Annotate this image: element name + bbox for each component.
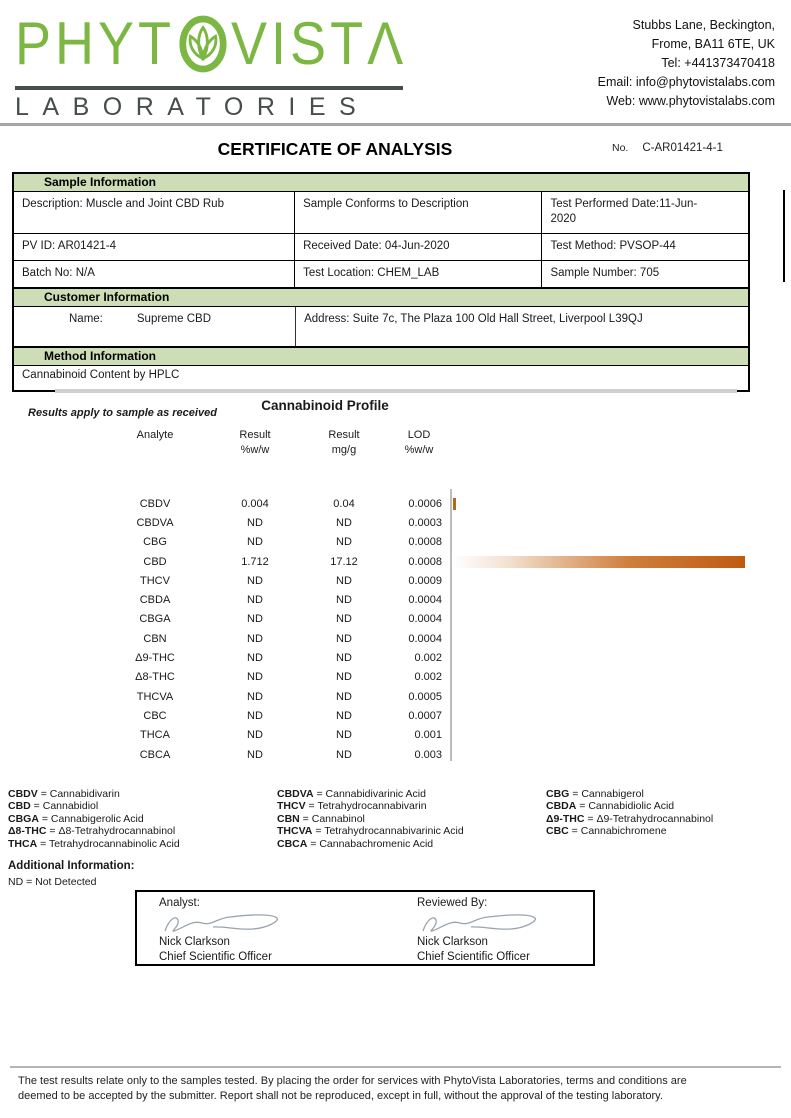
result-ww-cell: ND [247,748,263,761]
customer-name-value: Supreme CBD [136,313,212,325]
certificate-title: CERTIFICATE OF ANALYSIS [217,139,453,159]
contact-address-line1: Stubbs Lane, Beckington, [632,18,775,32]
legend-column-1 [8,788,277,850]
contact-web: Web: www.phytovistalabs.com [606,94,775,108]
legend-item: CBDV = Cannabidivarin [8,788,120,800]
customer-row [14,307,748,347]
disclaimer-line2: deemed to be accepted by the submitter. Report shall not be reproduced, except in full, without the approval of the testing laboratory. [18,1090,663,1102]
cannabinoid-profile-section [0,398,791,764]
method-name: Cannabinoid Content by HPLC [22,369,180,381]
disclaimer-line1: The test results relate only to the samples tested. By placing the order for services with PhytoVista Laboratories, terms and conditions are [18,1075,687,1087]
table-row [100,687,745,706]
reviewer-signature-block [417,897,593,964]
table-row [100,513,745,532]
reviewer-title: Chief Scientific Officer [417,951,530,963]
lod-cell: 0.0008 [408,555,442,568]
customer-address-cell: Address: Suite 7c, The Plaza 100 Old Hall Street, Liverpool L39QJ [295,307,748,347]
analyte-cell: CBC [143,709,167,722]
lab-contact-info [598,16,775,111]
title-row [0,139,791,165]
logo-divider-line [15,86,403,90]
legend-item: CBDVA = Cannabidivarinic Acid [277,788,426,800]
analyte-cell: CBDA [139,594,171,607]
cbdv-bar [453,498,456,510]
contact-tel: Tel: +441373470418 [661,56,775,70]
result-mgg-cell: ND [336,729,352,742]
legend-item: Δ9-THC = Δ9-Tetrahydrocannabinol [546,812,714,825]
sample-number-cell: Sample Number: 705 [550,267,660,279]
analyte-cell: THCVA [136,690,174,703]
reviewer-name: Nick Clarkson [417,936,488,948]
table-row [100,571,745,590]
analyte-cell: THCV [140,574,170,587]
legend-item: Δ8-THC = Δ8-Tetrahydrocannabinol [8,825,176,838]
received-date-cell: Received Date: 04-Jun-2020 [295,234,542,261]
nd-definition: ND = Not Detected [8,876,97,888]
logo-laboratories-text: LABORATORIES [15,93,370,121]
lod-cell: 0.0004 [408,632,442,645]
result-ww-column-header: Result %w/w [239,429,271,456]
lod-cell: 0.0008 [408,536,442,549]
legend-item: CBD = Cannabidiol [8,800,99,813]
result-mgg-cell: ND [336,574,352,587]
analyte-cell: CBD [143,555,167,568]
legend-item: CBCA = Cannabachromenic Acid [277,837,434,850]
logo-text-lambda: Λ [367,10,408,78]
phytovista-logo [15,8,415,122]
result-ww-cell: ND [247,671,263,684]
lod-cell: 0.001 [414,729,442,742]
result-mgg-cell: ND [336,632,352,645]
lod-cell: 0.0004 [408,613,442,626]
profile-rows [100,494,745,764]
result-ww-cell: ND [247,574,263,587]
test-method-cell: Test Method: PVSOP-44 [542,234,748,261]
table-row [100,552,745,571]
customer-information-section [12,287,750,349]
analyte-cell: CBDV [139,497,171,510]
result-mgg-cell: 0.04 [333,497,355,510]
lod-cell: 0.0005 [408,690,442,703]
batch-no-cell: Batch No: N/A [14,261,295,289]
result-ww-cell: ND [247,632,263,645]
result-mgg-cell: ND [336,709,352,722]
test-performed-date-cell: Test Performed Date:11-Jun-2020 [542,192,748,234]
sample-description-cell: Description: Muscle and Joint CBD Rub [14,192,295,234]
lod-cell: 0.003 [414,748,442,761]
method-information-header: Method Information [14,348,748,366]
analyst-title: Chief Scientific Officer [159,951,272,963]
result-ww-cell: ND [247,652,263,665]
result-mgg-cell: ND [336,652,352,665]
test-location-cell: Test Location: CHEM_LAB [295,261,542,289]
reviewed-by-label: Reviewed By: [417,897,488,909]
sample-information-header: Sample Information [14,174,748,192]
section-divider [55,389,737,393]
analyte-cell: CBGA [139,613,171,626]
footer-divider [10,1066,781,1068]
header-divider [0,123,791,126]
analyst-name: Nick Clarkson [159,936,230,948]
bar-chart-axis [450,489,452,761]
result-mgg-cell: ND [336,536,352,549]
analyst-signature-icon [159,910,294,936]
legend-item: CBN = Cannabinol [277,812,365,825]
result-ww-cell: ND [247,709,263,722]
legend-column-3 [546,788,786,850]
pv-id-cell: PV ID: AR01421-4 [14,234,295,261]
legend-item: CBC = Cannabichromene [546,825,667,838]
certificate-number-group [612,142,723,154]
result-ww-cell: ND [247,594,263,607]
analyte-cell: CBN [143,632,167,645]
result-mgg-cell: ND [336,594,352,607]
cbd-bar [453,556,745,568]
abbreviation-legend [8,788,786,850]
analyte-cell: THCA [140,729,170,742]
method-information-section [12,346,750,392]
lod-cell: 0.0003 [408,516,442,529]
result-ww-cell: ND [247,516,263,529]
legend-item: THCA = Tetrahydrocannabinolic Acid [8,837,180,850]
result-mgg-column-header: Result mg/g [328,429,360,456]
table-row [100,706,745,725]
additional-information-title: Additional Information: [8,860,135,872]
lod-cell: 0.0006 [408,497,442,510]
customer-information-header: Customer Information [14,289,748,307]
result-mgg-cell: ND [336,690,352,703]
sample-information-section [12,172,750,291]
reviewer-signature-icon [417,910,552,936]
table-row [100,726,745,745]
sample-conforms-cell: Sample Conforms to Description [295,192,542,234]
signature-box [135,890,595,966]
analyte-cell: Δ9-THC [135,652,175,665]
customer-name-label: Name: [69,313,103,325]
table-row [100,610,745,629]
lod-column-header: LOD %w/w [404,429,434,456]
result-mgg-cell: ND [336,671,352,684]
table-row [100,533,745,552]
analyte-column-header: Analyte [136,429,174,441]
certificate-number: C-AR01421-4-1 [642,142,723,154]
table-row [100,745,745,764]
legend-column-2 [277,788,546,850]
contact-address-line2: Frome, BA11 6TE, UK [651,37,775,51]
result-mgg-cell: ND [336,516,352,529]
analyst-label: Analyst: [159,897,200,909]
leaf-o-icon [178,15,228,73]
table-row [100,590,745,609]
legend-item: CBG = Cannabigerol [546,788,644,800]
result-ww-cell: 1.712 [241,555,269,568]
page-edge-table-line [783,190,785,282]
result-mgg-cell: 17.12 [330,555,358,568]
result-ww-cell: ND [247,613,263,626]
analyte-cell: CBCA [139,748,171,761]
legend-item: THCVA = Tetrahydrocannabivarinic Acid [277,825,464,838]
certificate-no-label: No. [612,142,629,154]
table-row [100,648,745,667]
customer-name-cell [14,307,295,347]
lod-cell: 0.002 [414,652,442,665]
footer-disclaimer [18,1074,778,1104]
legend-item: CBGA = Cannabigerolic Acid [8,812,144,825]
lod-cell: 0.0009 [408,574,442,587]
result-ww-cell: 0.004 [241,497,269,510]
table-row [100,629,745,648]
profile-title: Cannabinoid Profile [261,398,389,413]
legend-item: THCV = Tetrahydrocannabivarin [277,800,427,813]
analyte-cell: Δ8-THC [135,671,175,684]
contact-email: Email: info@phytovistalabs.com [597,75,775,89]
additional-information [8,860,134,888]
result-ww-cell: ND [247,729,263,742]
result-ww-cell: ND [247,690,263,703]
sample-information-table [14,192,748,289]
logo-wordmark [15,8,415,80]
bar-cell [450,498,745,510]
table-row [100,668,745,687]
table-row [100,494,745,513]
lod-cell: 0.0004 [408,594,442,607]
legend-item: CBDA = Cannabidiolic Acid [546,800,675,813]
analyte-cell: CBG [143,536,167,549]
result-mgg-cell: ND [336,613,352,626]
lod-cell: 0.002 [414,671,442,684]
logo-text-left: PHYT [15,10,176,78]
analyte-cell: CBDVA [136,516,174,529]
results-note: Results apply to sample as received [28,407,217,419]
result-ww-cell: ND [247,536,263,549]
result-mgg-cell: ND [336,748,352,761]
analyst-signature-block [159,897,417,964]
lod-cell: 0.0007 [408,709,442,722]
logo-text-right: VIST [231,10,368,78]
